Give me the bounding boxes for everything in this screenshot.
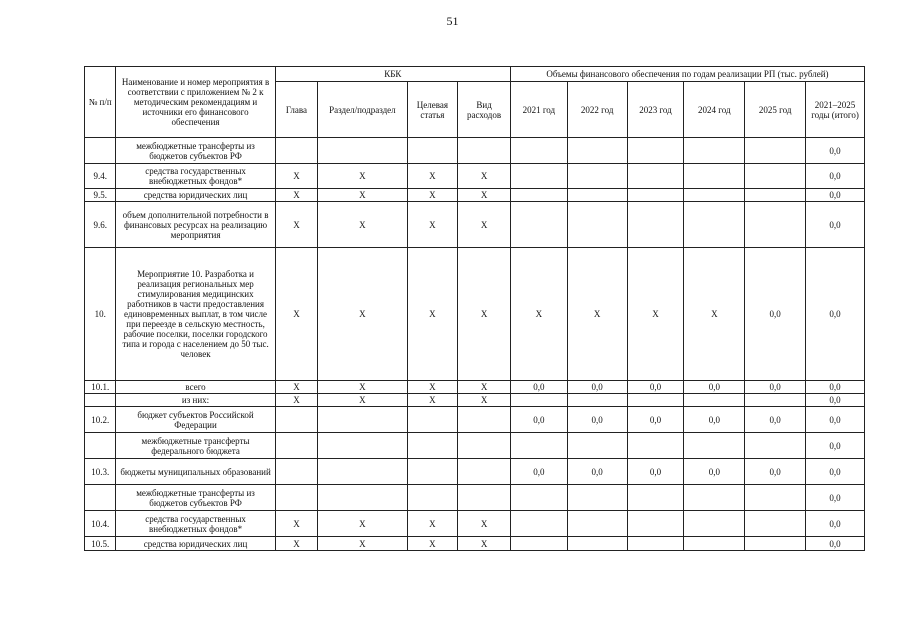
year-value-cell	[745, 202, 806, 248]
year-value-cell	[745, 138, 806, 164]
year-value-cell	[684, 537, 745, 551]
year-value-cell: 0,0	[806, 248, 865, 381]
year-value-cell	[567, 433, 627, 459]
table-row	[85, 459, 865, 485]
kbk-cell: X	[458, 164, 511, 189]
row-number: 10.1.	[85, 381, 116, 394]
kbk-cell: X	[458, 189, 511, 202]
kbk-cell	[458, 138, 511, 164]
header-year: 2021 год	[510, 82, 567, 138]
year-value-cell	[627, 138, 684, 164]
row-name: бюджет субъектов Российской Федерации	[116, 407, 275, 433]
table-row	[85, 189, 865, 202]
kbk-cell: X	[407, 164, 458, 189]
year-value-cell	[627, 511, 684, 537]
year-value-cell: 0,0	[510, 407, 567, 433]
year-value-cell	[684, 138, 745, 164]
year-value-cell: 0,0	[627, 459, 684, 485]
header-volumes: Объемы финансового обеспечения по годам реализации РП (тыс. рублей)	[510, 67, 864, 82]
year-value-cell: 0,0	[806, 485, 865, 511]
row-name: средства юридических лиц	[116, 189, 275, 202]
year-value-cell	[684, 511, 745, 537]
header-year: 2024 год	[684, 82, 745, 138]
table-row	[85, 202, 865, 248]
kbk-cell	[458, 485, 511, 511]
year-value-cell	[510, 433, 567, 459]
page-number: 51	[446, 14, 459, 28]
year-value-cell	[684, 189, 745, 202]
year-value-cell: 0,0	[745, 459, 806, 485]
kbk-cell	[318, 433, 407, 459]
kbk-cell: X	[275, 189, 318, 202]
year-value-cell	[567, 202, 627, 248]
kbk-cell: X	[318, 537, 407, 551]
year-value-cell	[627, 189, 684, 202]
year-value-cell	[510, 511, 567, 537]
row-number: 10.	[85, 248, 116, 381]
year-value-cell: 0,0	[806, 394, 865, 407]
year-value-cell	[684, 394, 745, 407]
kbk-cell	[318, 407, 407, 433]
year-value-cell	[627, 202, 684, 248]
table-row	[85, 407, 865, 433]
year-value-cell	[567, 511, 627, 537]
kbk-cell	[458, 459, 511, 485]
row-name: средства юридических лиц	[116, 537, 275, 551]
kbk-cell: X	[458, 202, 511, 248]
header-year: 2023 год	[627, 82, 684, 138]
year-value-cell	[745, 189, 806, 202]
table-row	[85, 485, 865, 511]
kbk-cell: X	[458, 394, 511, 407]
row-number	[85, 394, 116, 407]
kbk-cell: X	[318, 511, 407, 537]
year-value-cell: 0,0	[745, 381, 806, 394]
year-value-cell	[510, 189, 567, 202]
kbk-cell: X	[407, 381, 458, 394]
year-value-cell: 0,0	[567, 381, 627, 394]
year-value-cell: 0,0	[806, 164, 865, 189]
kbk-cell	[275, 138, 318, 164]
year-value-cell: 0,0	[510, 459, 567, 485]
row-number	[85, 433, 116, 459]
row-number: 10.4.	[85, 511, 116, 537]
kbk-cell: X	[275, 394, 318, 407]
header-kbk-col: Вид расходов	[458, 82, 511, 138]
year-value-cell: 0,0	[745, 248, 806, 381]
year-value-cell	[510, 485, 567, 511]
year-value-cell	[745, 164, 806, 189]
table-row	[85, 433, 865, 459]
kbk-cell	[458, 407, 511, 433]
year-value-cell	[627, 394, 684, 407]
kbk-cell	[407, 433, 458, 459]
year-value-cell	[745, 537, 806, 551]
row-name: Мероприятие 10. Разработка и реализация региональных мер стимулирования медицинских работников в части предоставления единовременных выплат, в том числе при переезде в сельскую местность, рабочие поселки, поселки городского типа и города с населением до 50 тыс. человек	[116, 248, 275, 381]
kbk-cell: X	[407, 537, 458, 551]
year-value-cell: X	[627, 248, 684, 381]
kbk-cell: X	[407, 189, 458, 202]
kbk-cell: X	[318, 202, 407, 248]
table-row	[85, 164, 865, 189]
year-value-cell	[684, 202, 745, 248]
year-value-cell: 0,0	[806, 537, 865, 551]
year-value-cell	[684, 485, 745, 511]
kbk-cell: X	[275, 511, 318, 537]
year-value-cell: 0,0	[627, 381, 684, 394]
kbk-cell	[275, 459, 318, 485]
table-row	[85, 248, 865, 381]
year-value-cell	[745, 433, 806, 459]
year-value-cell: 0,0	[806, 459, 865, 485]
kbk-cell	[407, 138, 458, 164]
row-number: 10.3.	[85, 459, 116, 485]
kbk-cell: X	[318, 189, 407, 202]
year-value-cell	[567, 138, 627, 164]
row-name: межбюджетные трансферты федерального бюджета	[116, 433, 275, 459]
year-value-cell	[745, 485, 806, 511]
table-row	[85, 138, 865, 164]
year-value-cell	[684, 164, 745, 189]
table-row	[85, 511, 865, 537]
year-value-cell: 0,0	[806, 381, 865, 394]
kbk-cell	[407, 407, 458, 433]
row-name: всего	[116, 381, 275, 394]
row-number	[85, 138, 116, 164]
year-value-cell	[627, 433, 684, 459]
header-kbk: КБК	[275, 67, 510, 82]
year-value-cell	[627, 537, 684, 551]
year-value-cell	[567, 537, 627, 551]
year-value-cell: 0,0	[806, 138, 865, 164]
kbk-cell: X	[458, 511, 511, 537]
kbk-cell	[318, 138, 407, 164]
kbk-cell: X	[407, 394, 458, 407]
kbk-cell	[275, 485, 318, 511]
year-value-cell	[627, 485, 684, 511]
row-name: из них:	[116, 394, 275, 407]
row-name: средства государственных внебюджетных фондов*	[116, 164, 275, 189]
table-row	[85, 537, 865, 551]
financing-table	[84, 66, 865, 551]
year-value-cell	[567, 164, 627, 189]
kbk-cell: X	[458, 248, 511, 381]
kbk-cell: X	[318, 164, 407, 189]
header-year: 2025 год	[745, 82, 806, 138]
row-name: средства государственных внебюджетных фондов*	[116, 511, 275, 537]
kbk-cell: X	[275, 537, 318, 551]
kbk-cell: X	[407, 511, 458, 537]
row-number: 9.6.	[85, 202, 116, 248]
year-value-cell: X	[567, 248, 627, 381]
kbk-cell	[318, 459, 407, 485]
year-value-cell: 0,0	[627, 407, 684, 433]
kbk-cell: X	[407, 248, 458, 381]
year-value-cell: 0,0	[567, 459, 627, 485]
table-row	[85, 394, 865, 407]
kbk-cell: X	[275, 202, 318, 248]
year-value-cell	[567, 485, 627, 511]
header-name: Наименование и номер мероприятия в соответствии с приложением № 2 к методическим рекомендациям и источники его финансового обеспечения	[116, 67, 275, 138]
kbk-cell: X	[318, 394, 407, 407]
row-number: 9.4.	[85, 164, 116, 189]
year-value-cell: 0,0	[806, 433, 865, 459]
kbk-cell: X	[318, 381, 407, 394]
row-number: 10.5.	[85, 537, 116, 551]
kbk-cell	[458, 433, 511, 459]
year-value-cell: 0,0	[684, 459, 745, 485]
kbk-cell	[318, 485, 407, 511]
header-year: 2022 год	[567, 82, 627, 138]
kbk-cell: X	[407, 202, 458, 248]
row-name: межбюджетные трансферты из бюджетов субъектов РФ	[116, 138, 275, 164]
year-value-cell: 0,0	[806, 189, 865, 202]
kbk-cell: X	[318, 248, 407, 381]
year-value-cell: 0,0	[684, 407, 745, 433]
kbk-cell: X	[458, 537, 511, 551]
kbk-cell: X	[458, 381, 511, 394]
year-value-cell: 0,0	[567, 407, 627, 433]
kbk-cell	[275, 407, 318, 433]
year-value-cell: 0,0	[745, 407, 806, 433]
year-value-cell	[684, 433, 745, 459]
year-value-cell: X	[510, 248, 567, 381]
year-value-cell	[510, 164, 567, 189]
year-value-cell	[627, 164, 684, 189]
year-value-cell: 0,0	[510, 381, 567, 394]
header-year: 2021–2025 годы (итого)	[806, 82, 865, 138]
row-number	[85, 485, 116, 511]
header-kbk-col: Целевая статья	[407, 82, 458, 138]
table-row	[85, 381, 865, 394]
header-kbk-col: Раздел/подраздел	[318, 82, 407, 138]
row-name: объем дополнительной потребности в финансовых ресурсах на реализацию мероприятия	[116, 202, 275, 248]
year-value-cell: X	[684, 248, 745, 381]
header-kbk-col: Глава	[275, 82, 318, 138]
header-num: № п/п	[85, 67, 116, 138]
year-value-cell: 0,0	[806, 511, 865, 537]
year-value-cell	[745, 511, 806, 537]
kbk-cell	[275, 433, 318, 459]
kbk-cell	[407, 459, 458, 485]
year-value-cell	[510, 202, 567, 248]
year-value-cell	[745, 394, 806, 407]
kbk-cell	[407, 485, 458, 511]
year-value-cell	[510, 394, 567, 407]
kbk-cell: X	[275, 381, 318, 394]
year-value-cell	[567, 189, 627, 202]
kbk-cell: X	[275, 164, 318, 189]
year-value-cell: 0,0	[684, 381, 745, 394]
year-value-cell: 0,0	[806, 407, 865, 433]
row-number: 9.5.	[85, 189, 116, 202]
row-name: межбюджетные трансферты из бюджетов субъектов РФ	[116, 485, 275, 511]
row-name: бюджеты муниципальных образований	[116, 459, 275, 485]
row-number: 10.2.	[85, 407, 116, 433]
year-value-cell	[567, 394, 627, 407]
year-value-cell	[510, 138, 567, 164]
year-value-cell: 0,0	[806, 202, 865, 248]
kbk-cell: X	[275, 248, 318, 381]
year-value-cell	[510, 537, 567, 551]
